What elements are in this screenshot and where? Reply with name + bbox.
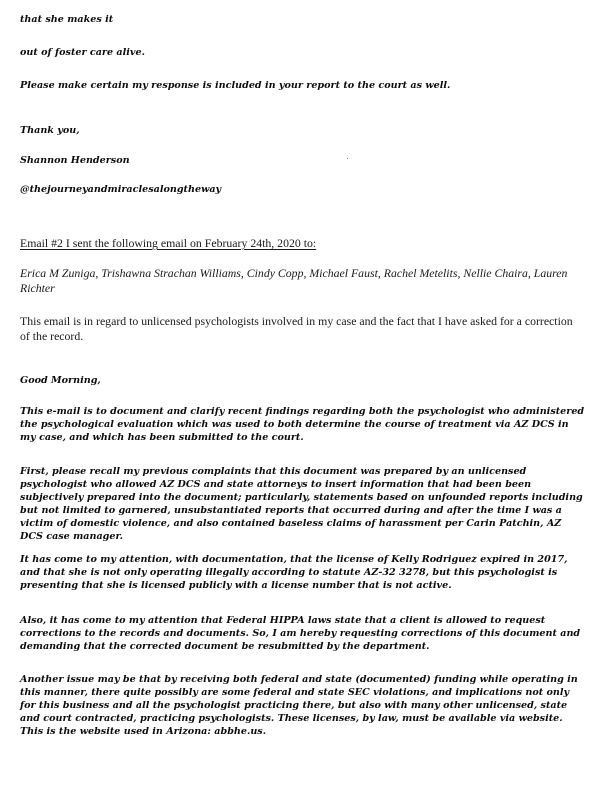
email-recipients: Erica M Zuniga, Trishawna Strachan Williams, Cindy Copp, Michael Faust, Rachel Metelits, Nellie Chaira, Lauren Richter [20, 266, 568, 295]
paragraph-3: It has come to my attention, with documentation, that the license of Kelly Rodriguez expired in 2017, and that she is not only operating illegally according to statute AZ-32 3278, but this psychologist is presenting that she is licensed publicly with a license number that is not active. [20, 554, 568, 591]
paragraph-5: Another issue may be that by receiving both federal and state (documented) funding while operating in this manner, there quite possibly are some federal and state SEC violations, and implications not only for this business and all the psychologist practicing there, but also with many other unlicensed, state and court contracted, practicing psychologists. These licenses, by law, must be available via website. This is the website used in Arizona: abbhe.us. [20, 674, 578, 737]
letter-line-c: Please make certain my response is included in your report to the court as well. [20, 80, 451, 91]
closing: Thank you, [20, 125, 80, 136]
social-handle: @thejourneyandmiraclesalongtheway [20, 184, 222, 195]
paragraph-4: Also, it has come to my attention that Federal HIPPA laws state that a client is allowed to request corrections to the records and documents. So, I am hereby requesting corrections of this document and demanding that the corrected document be resubmitted by the department. [20, 615, 581, 652]
email-summary: This email is in regard to unlicensed psychologists involved in my case and the fact that I have asked for a correction of the record. [20, 314, 573, 343]
letter-line-a: that she makes it [20, 14, 114, 25]
greeting: Good Morning, [20, 375, 101, 386]
paragraph-1: This e-mail is to document and clarify recent findings regarding both the psychologist who administered the psychological evaluation which was used to both determine the course of treatment via AZ DCS in my case, and which has been submitted to the court. [20, 406, 585, 443]
email-heading: Email #2 I sent the following email on February 24th, 2020 to: [20, 236, 317, 250]
scan-speck [347, 158, 348, 159]
paragraph-2: First, please recall my previous complaints that this document was prepared by an unlicensed psychologist who allowed AZ DCS and state attorneys to insert information that had been been subjectively prepared into the document; particularly, statements based on unfounded reports including but not limited to garnered, unsubstantiated reports that occurred during and after the time I was a victim of domestic violence, and also contained baseless claims of harassment per Carin Patchin, AZ DCS case manager. [20, 466, 583, 542]
letter-line-b: out of foster care alive. [20, 47, 145, 58]
signature-name: Shannon Henderson [20, 155, 130, 166]
